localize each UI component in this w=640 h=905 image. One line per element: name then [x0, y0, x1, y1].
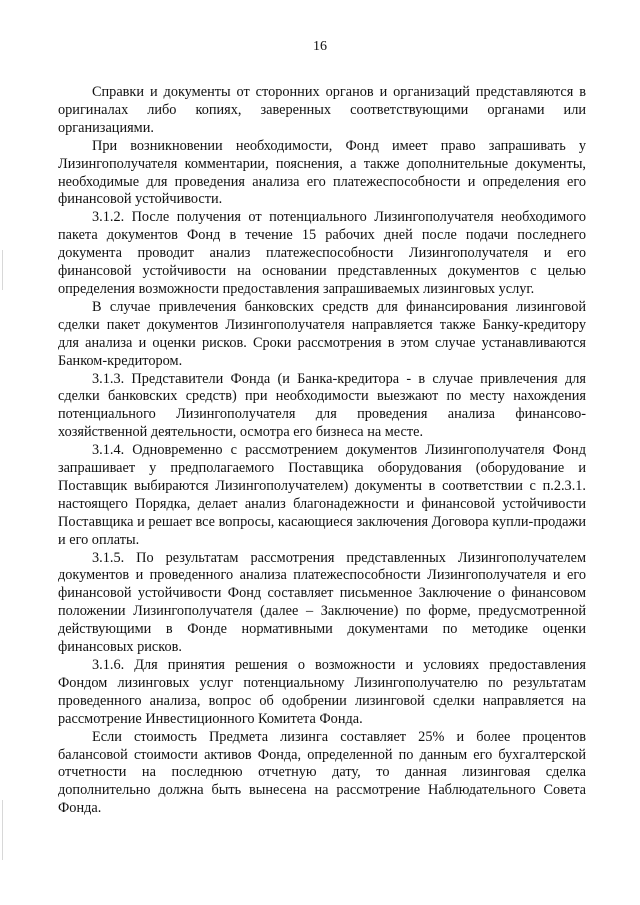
scan-margin-line: [2, 250, 3, 290]
paragraph-bank-financing: В случае привлечения банковских средств для финансирования лизинговой сделки пакет документов Лизингополучателя направляется также Банку-кредитору для анализа и оценки рисков. Сроки рассмотрения в этом случае устанавливаются Банком-кредитором.: [58, 298, 586, 369]
scan-margin-line: [2, 800, 3, 860]
document-body: [58, 84, 586, 818]
paragraph-references: Справки и документы от сторонних органов и организаций представляются в оригиналах либо копиях, заверенных соответствующими органами или организациями.: [58, 84, 586, 136]
paragraph-3-1-3: 3.1.3. Представители Фонда (и Банка-кредитора - в случае привлечения для сделки банковских средств) при необходимости выезжают по месту нахождения потенциального Лизингополучателя для проведения анализа финансово-хозяйственной деятельности, осмотра его бизнеса на месте.: [58, 370, 586, 441]
paragraph-3-1-4: 3.1.4. Одновременно с рассмотрением документов Лизингополучателя Фонд запрашивает у предполагаемого Поставщика оборудования (оборудование и Поставщик выбираются Лизингополучателем) документы в соответствии с п.2.3.1. настоящего Порядка, делает анализ благонадежности и финансовой устойчивости Поставщика и решает все вопросы, касающиеся заключения Договора купли-продажи и его оплаты.: [58, 442, 586, 548]
paragraph-3-1-6: 3.1.6. Для принятия решения о возможности и условиях предоставления Фондом лизинговых услуг потенциальному Лизингополучателю по результатам проведенного анализа, вопрос об одобрении лизинговой сделки направляется на рассмотрение Инвестиционного Комитета Фонда.: [58, 657, 586, 727]
paragraph-3-1-5: 3.1.5. По результатам рассмотрения представленных Лизингополучателем документов и проведенного анализа платежеспособности Лизингополучателя и его финансовой устойчивости Фонд составляет письменное Заключение о финансовом положении Лизингополучателя (далее – Заключение) по форме, предусмотренной действующими в Фонде нормативными документами по методике оценки финансовых рисков.: [58, 549, 586, 656]
paragraph-additional-documents: При возникновении необходимости, Фонд имеет право запрашивать у Лизингополучателя комментарии, пояснения, а также дополнительные документы, необходимые для проведения анализа его платежеспособности и определения его финансовой устойчивости.: [58, 137, 586, 208]
paragraph-supervisory-board: Если стоимость Предмета лизинга составляет 25% и более процентов балансовой стоимости активов Фонда, определенной по данным его бухгалтерской отчетности на последнюю отчетную дату, то данная лизинговая сделка дополнительно должна быть вынесена на рассмотрение Наблюдательного Совета Фонда.: [58, 728, 586, 817]
page-number: 16: [313, 39, 327, 54]
paragraph-3-1-2: 3.1.2. После получения от потенциального Лизингополучателя необходимого пакета документов Фонд в течение 15 рабочих дней после подачи последнего документа проводит анализ платежеспособности Лизингополучателя и его финансовой устойчивости на основании представленных документов с целью определения возможности предоставления запрашиваемых лизинговых услуг.: [58, 209, 586, 297]
